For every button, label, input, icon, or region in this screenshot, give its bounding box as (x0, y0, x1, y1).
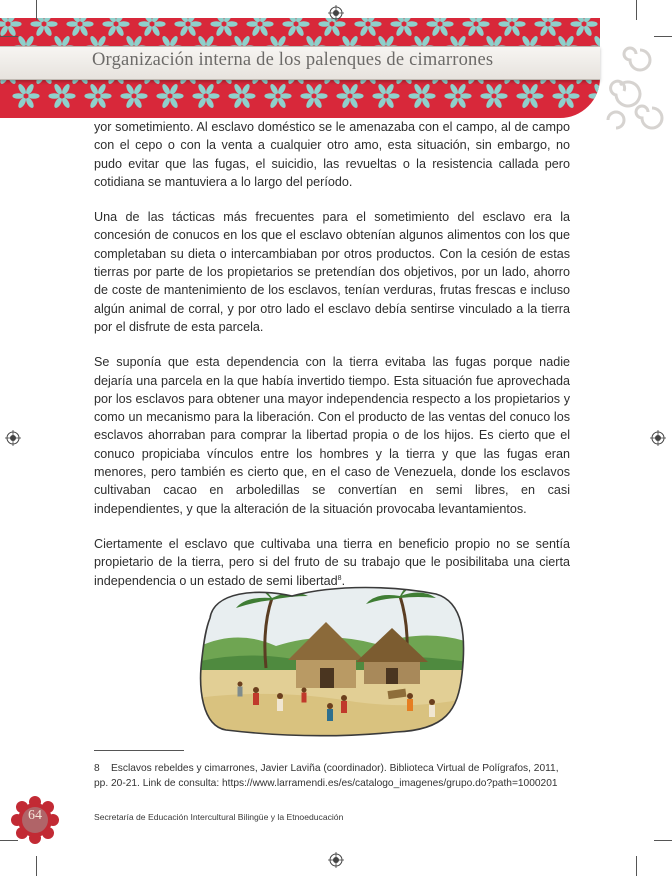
header-title: Organización interna de los palenques de cimarrones (92, 50, 494, 70)
flower-icon (462, 18, 489, 37)
footnote-reference[interactable]: 8 (337, 574, 342, 582)
flower-icon (102, 18, 129, 37)
flower-icon (66, 18, 93, 37)
crop-mark (654, 36, 672, 37)
footnote-number: 8 (94, 763, 100, 774)
flower-icon (282, 18, 309, 37)
crop-mark (36, 856, 37, 876)
flower-icon (0, 18, 22, 37)
village-illustration (196, 578, 468, 738)
flower-icon (552, 83, 579, 109)
crop-mark (636, 856, 637, 876)
registration-mark-icon (5, 430, 21, 446)
paragraph: Se suponía que esta dependencia con la tierra evitaba las fugas porque nadie dejaría una parcela en la que había invertido tiempo. Esta situación fue aprovechada por los esclavos para obtener una mayor independencia respecto a los propietarios y como un mecanismo para la liberación. Con el producto de las ventas del conuco los esclavos ahorraban para comprar la libertad propia o de los hijos. Es cierto que el conuco propiciaba vínculos entre los hombres y la tierra y que las fugas eran menores, pero también es cierto que, en el caso de Venezuela, donde los esclavos cultivaban cacao en arboledillas se convertían en semi libres, en casi independientes, y que la alteración de la situación provocaba levantamientos. (94, 355, 570, 516)
flower-icon (210, 18, 237, 37)
flower-icon (390, 18, 417, 37)
flower-icon (336, 83, 363, 109)
flower-icon (534, 18, 561, 37)
flower-icon (192, 83, 219, 109)
crop-mark (654, 840, 672, 841)
crop-mark (36, 0, 37, 20)
flower-icon (138, 18, 165, 37)
flower-icon (120, 83, 147, 109)
body-text (94, 118, 570, 607)
flower-icon (246, 18, 273, 37)
flower-icon (354, 18, 381, 37)
flower-icon (300, 83, 327, 109)
registration-mark-icon (328, 5, 344, 21)
paragraph-text: Ciertamente el esclavo que cultivaba una tierra en beneficio propio no se sentía propietario de la tierra, pero si del fruto de su trabajo que le posibilitaba una cierta independencia o un estado de semi libertad (94, 536, 570, 588)
flower-icon (372, 83, 399, 109)
footnote-rule (94, 750, 184, 751)
flower-icon (408, 83, 435, 109)
flower-icon (48, 83, 75, 109)
flower-icon (426, 18, 453, 37)
crop-mark (636, 0, 637, 20)
paragraph: yor sometimiento. Al esclavo doméstico se le amenazaba con el campo, al de campo con el cepo o con la venta a cualquier otro amo, esta situación, sin embargo, no pudo evitar que las fugas, el suicidio, las revueltas o la resistencia callada pero cotidiana se mantuviera a lo largo del período. (94, 120, 570, 189)
flower-icon (444, 83, 471, 109)
flower-icon (570, 18, 597, 37)
flower-icon (228, 83, 255, 109)
flower-icon (588, 83, 600, 109)
paragraph: Una de las tácticas más frecuentes para el sometimiento del esclavo era la concesión de conucos en los que el esclavo obtenían algunos alimentos con los que completaban su dieta o intercambiaban por otros productos. Con la cesión de estas tierras por parte de los propietarios se pretendían dos objetivos, por un lado, ahorro de coste de mantenimiento de los esclavos, tenían verduras, frutas frescas e incluso algún animal de corral, y por otro lado el esclavo debía sentirse vinculado a la tierra por el disfrute de esta parcela. (94, 210, 570, 334)
footer-publisher: Secretaría de Educación Intercultural Bilingüe y la Etnoeducación (94, 812, 344, 822)
flower-icon (12, 83, 39, 109)
swirl-decoration-icon (600, 30, 672, 140)
footnote (94, 761, 572, 791)
flower-icon (498, 18, 525, 37)
flower-icon (480, 83, 507, 109)
flower-icon (516, 83, 543, 109)
flower-icon (30, 18, 57, 37)
footnote-text[interactable]: Esclavos rebeldes y cimarrones, Javier Laviña (coordinador). Biblioteca Virtual de Polígrafos, 2011, pp. 20-21. Link de consulta: https://www.larramendi.es/es/catalogo_imagenes/grupo.do?path=1000201 (94, 763, 559, 789)
flower-icon (84, 83, 111, 109)
flower-icon (174, 18, 201, 37)
flower-icon (156, 83, 183, 109)
registration-mark-icon (650, 430, 666, 446)
paragraph: Ciertamente el esclavo que cultivaba una tierra en beneficio propio no se sentía propietario de la tierra, pero si del fruto de su trabajo que le posibilitaba una cierta independencia o un estado de semi libertad$^8$. (94, 536, 570, 588)
registration-mark-icon (328, 852, 344, 868)
page-number: 64 (28, 808, 42, 823)
flower-icon (264, 83, 291, 109)
crop-mark (0, 36, 18, 37)
